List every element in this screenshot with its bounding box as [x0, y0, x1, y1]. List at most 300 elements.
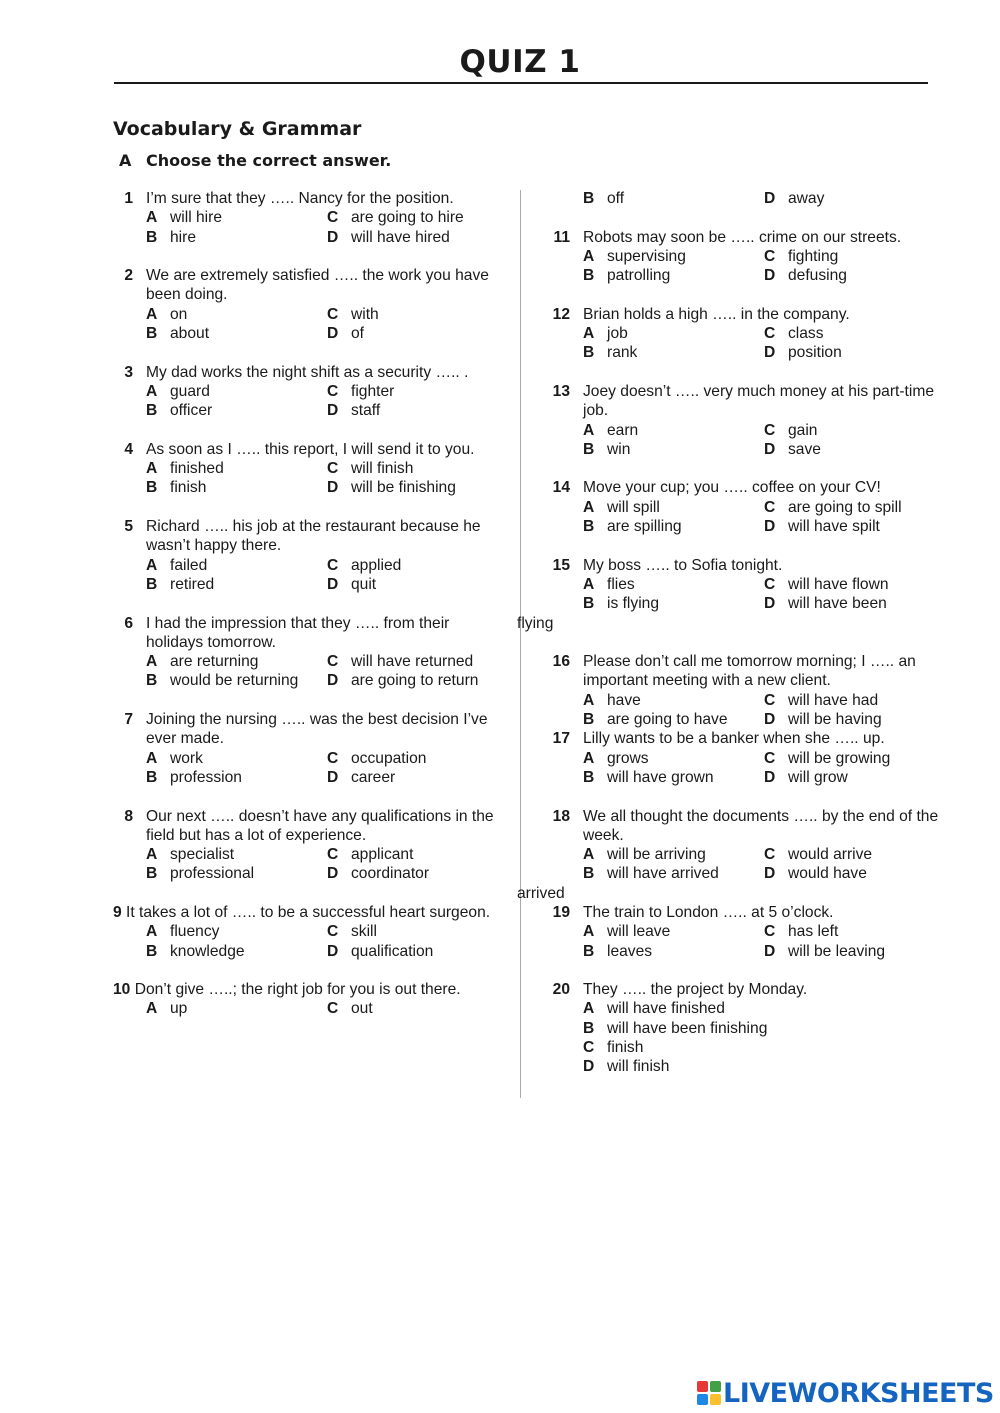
option-letter: A	[583, 923, 595, 941]
option-letter: C	[764, 498, 776, 516]
answer-option-c[interactable]	[327, 382, 527, 401]
page-title: QUIZ 1	[459, 44, 581, 80]
answer-option-d[interactable]	[764, 768, 964, 787]
option-letter: D	[327, 768, 339, 786]
option-letter: B	[583, 595, 595, 613]
answer-options	[550, 247, 940, 286]
answer-option-c[interactable]	[764, 922, 964, 941]
option-letter: A	[146, 556, 158, 574]
option-text: will have finished	[607, 1000, 725, 1018]
question-number: 6	[124, 614, 133, 632]
question-6	[113, 614, 503, 691]
logo-square	[697, 1381, 708, 1392]
option-letter: B	[583, 440, 595, 458]
option-text: officer	[170, 402, 213, 420]
answer-options	[113, 556, 503, 595]
option-letter: A	[583, 575, 595, 593]
option-letter: D	[327, 865, 339, 883]
option-letter: D	[327, 325, 339, 343]
answer-option-d[interactable]	[764, 189, 964, 208]
answer-option-d[interactable]	[327, 324, 527, 343]
option-text: are going to return	[351, 672, 479, 690]
option-letter: A	[146, 382, 158, 400]
question-12	[550, 305, 940, 363]
answer-options	[113, 459, 503, 498]
answer-option-d[interactable]	[764, 864, 964, 883]
question-text: My boss ….. to Sofia tonight.	[583, 556, 783, 574]
questions-right-column	[517, 189, 940, 1096]
option-text: would be returning	[170, 672, 299, 690]
answer-options	[113, 999, 503, 1018]
option-letter: A	[583, 749, 595, 767]
option-letter: D	[327, 479, 339, 497]
answer-option-d[interactable]	[764, 266, 964, 285]
option-text: applied	[351, 556, 402, 574]
option-text: finished	[170, 460, 224, 478]
question-stem	[113, 980, 503, 999]
option-text: specialist	[170, 846, 235, 864]
option-text: is flying	[607, 595, 659, 613]
question-text: Our next ….. doesn’t have any qualifications in the field but has a lot of experience.	[146, 807, 494, 844]
option-text: coordinator	[351, 865, 430, 883]
answer-option-c[interactable]	[764, 575, 964, 594]
answer-option-a[interactable]	[146, 749, 327, 768]
option-letter: B	[583, 768, 595, 786]
option-text: defusing	[788, 267, 847, 285]
question-number: 13	[552, 382, 570, 400]
option-letter: A	[146, 460, 158, 478]
option-text: earn	[607, 421, 639, 439]
question-stem	[113, 807, 503, 846]
answer-option-b[interactable]	[583, 942, 764, 961]
answer-option-b[interactable]	[146, 864, 327, 883]
option-text: out	[351, 1000, 373, 1018]
option-letter: D	[327, 942, 339, 960]
answer-option-d[interactable]	[327, 478, 527, 497]
question-8	[113, 807, 503, 884]
option-text: grows	[607, 749, 649, 767]
answer-option-d[interactable]	[764, 942, 964, 961]
question-stem	[113, 189, 503, 208]
answer-option-c[interactable]	[327, 922, 527, 941]
question-text: We are extremely satisfied ….. the work you have been doing.	[146, 267, 489, 304]
answer-option-a[interactable]	[583, 575, 764, 594]
answer-options	[113, 652, 503, 691]
option-letter: C	[327, 556, 339, 574]
option-letter: D	[764, 518, 776, 536]
option-letter: A	[583, 325, 595, 343]
answer-option-d[interactable]	[764, 710, 964, 729]
question-19	[550, 903, 940, 961]
answer-option-b[interactable]	[146, 671, 327, 690]
question-4	[113, 440, 503, 498]
option-text: will be finishing	[351, 479, 456, 497]
option-text: will have flown	[788, 575, 889, 593]
question-number: 4	[124, 440, 133, 458]
answer-option-a[interactable]	[583, 999, 963, 1018]
option-text: will be leaving	[788, 942, 886, 960]
option-text: finish	[170, 479, 207, 497]
answer-option-c[interactable]	[764, 691, 964, 710]
option-letter: C	[764, 421, 776, 439]
option-letter: D	[764, 595, 776, 613]
option-letter: C	[764, 247, 776, 265]
question-stem	[113, 517, 503, 556]
question-3	[113, 363, 503, 421]
answer-option-d[interactable]	[764, 517, 964, 536]
answer-option-a[interactable]	[583, 749, 764, 768]
answer-option-c[interactable]	[327, 208, 527, 227]
question-text: Joey doesn’t ….. very much money at his part-time job.	[583, 382, 934, 420]
option-text: are going to spill	[788, 498, 902, 516]
option-text: will be growing	[788, 749, 891, 767]
option-text: will have been finishing	[607, 1019, 768, 1037]
option-text: save	[788, 440, 821, 458]
question-number: 1	[124, 190, 133, 207]
answer-option-c[interactable]	[764, 498, 964, 517]
answer-option-c[interactable]	[327, 556, 527, 575]
option-letter: D	[764, 865, 776, 883]
option-text: are going to hire	[351, 209, 464, 227]
option-text: knowledge	[170, 942, 245, 960]
answer-option-a[interactable]	[146, 556, 327, 575]
question-number: 8	[124, 807, 133, 825]
answer-option-d[interactable]	[764, 594, 964, 613]
option-letter: C	[764, 325, 776, 343]
question-text: We all thought the documents ….. by the end of the week.	[583, 807, 939, 844]
question-11	[550, 228, 940, 286]
option-text: guard	[170, 382, 210, 400]
question-20	[550, 980, 940, 1076]
option-letter: A	[583, 1000, 595, 1018]
answer-option-b[interactable]	[583, 266, 764, 285]
answer-option-b[interactable]	[583, 864, 764, 883]
question-16	[550, 652, 940, 729]
answer-option-c[interactable]	[327, 749, 527, 768]
answer-option-c[interactable]	[327, 652, 527, 671]
question-number: 19	[552, 903, 570, 921]
option-text: will grow	[788, 768, 848, 786]
option-text: will have been	[788, 595, 887, 613]
option-letter: A	[583, 498, 595, 516]
answer-option-d[interactable]	[327, 864, 527, 883]
question-number: 18	[552, 807, 570, 825]
question-text: Move your cup; you ….. coffee on your CV!	[583, 479, 881, 497]
answer-option-b[interactable]	[583, 1019, 963, 1038]
question-17	[550, 729, 940, 787]
option-letter: D	[764, 711, 776, 729]
question-number: 15	[552, 556, 570, 574]
logo-icon	[697, 1381, 721, 1405]
answer-option-b[interactable]	[146, 478, 327, 497]
option-letter: B	[146, 402, 158, 420]
option-letter: B	[583, 865, 595, 883]
question-text: My dad works the night shift as a security ….. .	[146, 363, 469, 381]
option-text: finish	[607, 1039, 644, 1057]
option-text: will have hired	[351, 228, 450, 246]
answer-options	[113, 382, 503, 421]
answer-option-b[interactable]	[583, 440, 764, 459]
question-stem	[550, 305, 940, 324]
answer-option-b[interactable]	[146, 324, 327, 343]
answer-options	[550, 498, 940, 537]
option-text: about	[170, 325, 210, 343]
answer-options	[550, 421, 940, 460]
answer-option-b[interactable]	[146, 768, 327, 787]
question-stem	[550, 478, 940, 497]
answer-option-d[interactable]	[327, 942, 527, 961]
option-letter: B	[146, 865, 158, 883]
option-text: gain	[788, 421, 818, 439]
option-letter: D	[327, 228, 339, 246]
option-text: will be having	[788, 711, 882, 729]
answer-option-a[interactable]	[146, 922, 327, 941]
answer-options	[113, 749, 503, 788]
answer-option-b[interactable]	[583, 517, 764, 536]
answer-option-a[interactable]	[583, 324, 764, 343]
answer-option-c[interactable]	[327, 459, 527, 478]
option-text: rank	[607, 344, 638, 362]
option-text: have	[607, 691, 641, 709]
answer-option-d[interactable]	[327, 575, 527, 594]
answer-option-b[interactable]	[583, 343, 764, 362]
answer-options	[113, 208, 503, 247]
option-letter: D	[764, 267, 776, 285]
option-letter: A	[146, 846, 158, 864]
option-letter: B	[583, 711, 595, 729]
answer-option-b[interactable]	[583, 768, 764, 787]
question-stem	[113, 363, 503, 382]
question-number: 14	[552, 479, 570, 497]
option-letter: C	[327, 382, 339, 400]
option-letter: A	[583, 691, 595, 709]
answer-option-c[interactable]	[764, 749, 964, 768]
answer-option-a[interactable]	[583, 498, 764, 517]
answer-options	[113, 305, 503, 344]
logo-square	[697, 1394, 708, 1405]
answer-option-a[interactable]	[146, 652, 327, 671]
option-letter: C	[764, 575, 776, 593]
question-text: Joining the nursing ….. was the best decision I’ve ever made.	[146, 711, 488, 748]
option-text: professional	[170, 865, 255, 883]
answer-options	[550, 575, 940, 614]
option-text: are spilling	[607, 518, 682, 536]
answer-option-c[interactable]	[583, 1038, 963, 1057]
option-text: with	[351, 305, 379, 323]
answer-option-c[interactable]	[327, 999, 527, 1018]
question-5	[113, 517, 503, 594]
answer-option-a[interactable]	[146, 208, 327, 227]
option-text: qualification	[351, 942, 434, 960]
option-letter: D	[764, 190, 776, 207]
option-letter: C	[764, 691, 776, 709]
question-text: It takes a lot of ….. to be a successful heart surgeon.	[126, 903, 491, 921]
answer-option-c[interactable]	[764, 247, 964, 266]
answer-options	[550, 749, 940, 788]
option-letter: A	[146, 923, 158, 941]
answer-option-c[interactable]	[327, 845, 527, 864]
question-7	[113, 710, 503, 787]
option-text: occupation	[351, 749, 427, 767]
answer-options	[550, 691, 940, 730]
option-letter: C	[764, 846, 776, 864]
answer-option-a[interactable]	[583, 421, 764, 440]
instruction-letter: A	[119, 151, 132, 170]
question-13	[550, 382, 940, 459]
instruction-text: Choose the correct answer.	[146, 151, 392, 170]
liveworksheets-logo	[697, 1376, 994, 1410]
answer-option-c[interactable]	[764, 421, 964, 440]
answer-option-b[interactable]	[146, 575, 327, 594]
question-text: Please don’t call me tomorrow morning; I ….. an important meeting with a new client.	[583, 653, 916, 690]
answer-option-c[interactable]	[327, 305, 527, 324]
option-letter: B	[146, 575, 158, 593]
option-text: patrolling	[607, 267, 671, 285]
option-letter: C	[327, 460, 339, 478]
questions-left-column	[113, 189, 503, 1019]
option-letter: D	[764, 768, 776, 786]
answer-option-b[interactable]	[146, 401, 327, 420]
answer-option-a[interactable]	[583, 691, 764, 710]
answer-option-d[interactable]	[764, 440, 964, 459]
question-stem	[550, 980, 940, 999]
option-text: are returning	[170, 653, 259, 671]
question-2	[113, 266, 503, 343]
option-letter: B	[583, 190, 595, 207]
option-letter: A	[146, 209, 158, 227]
answer-options	[550, 189, 940, 208]
answer-option-a[interactable]	[146, 305, 327, 324]
option-text: hire	[170, 228, 197, 246]
question-text: As soon as I ….. this report, I will send it to you.	[146, 440, 475, 458]
option-letter: A	[146, 749, 158, 767]
answer-option-d[interactable]	[327, 401, 527, 420]
answer-options	[550, 999, 940, 1076]
answer-option-b[interactable]	[583, 189, 764, 208]
question-number: 12	[552, 305, 570, 323]
answer-option-a[interactable]	[583, 922, 764, 941]
answer-option-a[interactable]	[583, 247, 764, 266]
option-letter: C	[327, 653, 339, 671]
option-text: position	[788, 344, 842, 362]
option-text: leaves	[607, 942, 653, 960]
option-text: supervising	[607, 247, 686, 265]
question-text: Lilly wants to be a banker when she ….. up.	[583, 730, 885, 748]
option-text: work	[170, 749, 203, 767]
answer-options	[550, 845, 940, 884]
option-letter: B	[146, 228, 158, 246]
answer-option-a[interactable]	[583, 845, 764, 864]
answer-option-a[interactable]	[146, 459, 327, 478]
option-text: off	[607, 190, 625, 207]
answer-options	[550, 324, 940, 363]
question-stem	[550, 228, 940, 247]
answer-option-b[interactable]	[583, 594, 764, 613]
answer-option-b[interactable]	[146, 228, 327, 247]
question-text: I had the impression that they ….. from their holidays tomorrow.	[146, 614, 450, 651]
option-letter: A	[583, 421, 595, 439]
question-14	[550, 478, 940, 536]
question-text: Don’t give …..; the right job for you is out there.	[134, 981, 461, 999]
answer-option-d[interactable]	[327, 671, 527, 690]
option-letter: B	[146, 672, 158, 690]
option-letter: A	[583, 247, 595, 265]
option-letter: C	[327, 749, 339, 767]
answer-option-d[interactable]	[764, 343, 964, 362]
option-text: win	[607, 440, 631, 458]
answer-option-b[interactable]	[583, 710, 764, 729]
option-text: will be arriving	[607, 846, 706, 864]
option-text: are going to have	[607, 711, 728, 729]
option-text: will leave	[607, 923, 671, 941]
title-rule	[114, 82, 928, 84]
answer-option-d[interactable]	[583, 1057, 963, 1076]
question-number: 5	[124, 518, 133, 536]
option-letter: D	[327, 672, 339, 690]
option-text: fighting	[788, 247, 839, 265]
option-text: will have grown	[607, 768, 714, 786]
question-number: 7	[124, 711, 133, 729]
answer-option-c[interactable]	[764, 324, 964, 343]
answer-option-c[interactable]	[764, 845, 964, 864]
question-15	[517, 556, 940, 633]
question-stem	[550, 729, 940, 748]
answer-option-b[interactable]	[146, 942, 327, 961]
question-9	[113, 903, 503, 961]
option-letter: A	[146, 1000, 158, 1018]
answer-option-a[interactable]	[146, 845, 327, 864]
answer-option-a[interactable]	[146, 999, 327, 1018]
question-text: The train to London ….. at 5 o’clock.	[583, 903, 834, 921]
option-letter: C	[327, 209, 339, 227]
option-text: will spill	[607, 498, 660, 516]
option-letter: D	[764, 440, 776, 458]
option-letter: A	[146, 653, 158, 671]
option-letter: A	[583, 846, 595, 864]
option-text: will finish	[607, 1058, 670, 1076]
answer-option-d[interactable]	[327, 768, 527, 787]
option-letter: D	[764, 344, 776, 362]
option-text: will have had	[788, 691, 879, 709]
option-letter: B	[146, 942, 158, 960]
option-text: applicant	[351, 846, 414, 864]
answer-options	[113, 922, 503, 961]
answer-option-a[interactable]	[146, 382, 327, 401]
option-letter: B	[583, 344, 595, 362]
question-stem	[113, 266, 503, 305]
option-text: will hire	[170, 209, 222, 227]
option-text: career	[351, 768, 396, 786]
question-text: Robots may soon be ….. crime on our streets.	[583, 228, 902, 246]
option-letter: D	[764, 942, 776, 960]
option-text: skill	[351, 923, 377, 941]
option-wrap-text: flying	[517, 614, 554, 632]
option-text: will finish	[351, 460, 414, 478]
option-letter: C	[327, 305, 339, 323]
option-text: job	[607, 325, 628, 343]
answer-option-d[interactable]	[327, 228, 527, 247]
logo-square	[710, 1381, 721, 1392]
question-stem	[113, 614, 503, 653]
option-text: would arrive	[788, 846, 873, 864]
option-text: of	[351, 325, 365, 343]
option-text: fighter	[351, 382, 395, 400]
option-letter: B	[146, 479, 158, 497]
question-number: 17	[552, 730, 570, 748]
option-letter: B	[146, 325, 158, 343]
question-text: I’m sure that they ….. Nancy for the position.	[146, 190, 454, 207]
question-stem	[113, 440, 503, 459]
